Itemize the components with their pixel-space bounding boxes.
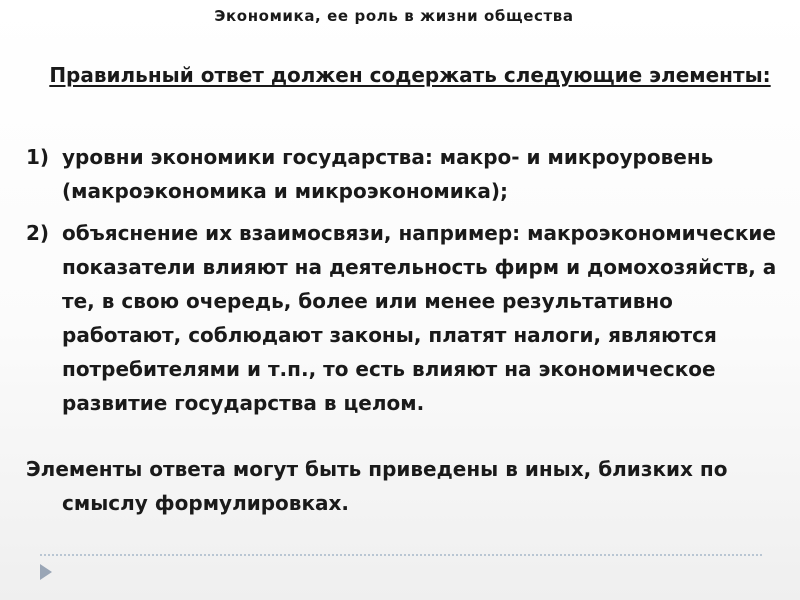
answer-heading: Правильный ответ должен содержать следующие элементы:: [49, 63, 771, 87]
footer-note: Элементы ответа могут быть приведены в иных, близких по смыслу формулировках.: [26, 457, 728, 515]
list-item-number: 2): [26, 221, 50, 245]
answer-elements-list: [26, 140, 796, 420]
list-item-text: объяснение их взаимосвязи, например: макроэкономические показатели влияют на деятельность фирм и домохозяйств, а те, в свою очередь, более или менее результативно работают, соблюдают законы, платят налоги, являются потребителями и т.п., то есть влияют на экономическое развитие государства в целом.: [62, 221, 777, 415]
list-item: [26, 140, 796, 208]
slide-title: Экономика, ее роль в жизни общества: [214, 7, 574, 25]
list-item: [26, 216, 796, 420]
triangle-right-icon[interactable]: [40, 564, 52, 580]
list-item-text: уровни экономики государства: макро- и микроуровень (макроэкономика и микроэкономика);: [62, 145, 714, 203]
dotted-divider: [40, 554, 762, 556]
list-item-number: 1): [26, 145, 50, 169]
